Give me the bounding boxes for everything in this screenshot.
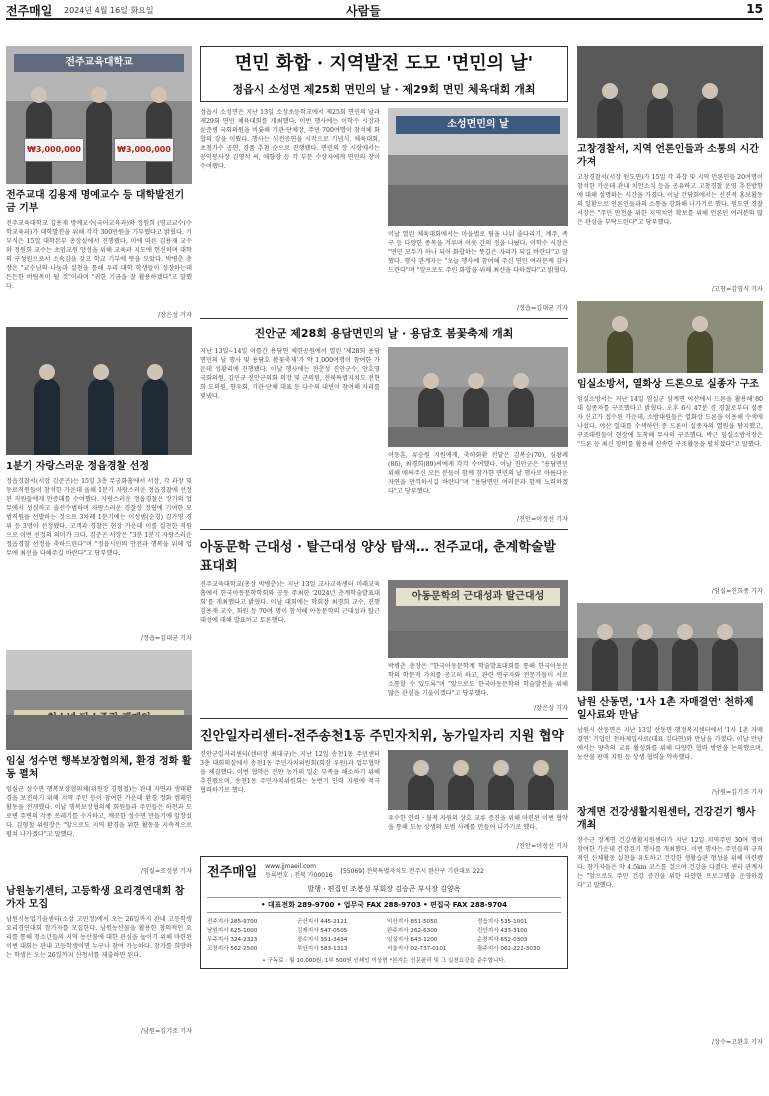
- byline: /정읍=김대균 기자: [516, 305, 568, 312]
- imprint-logo: 전주매일: [207, 865, 258, 880]
- paper-name: 전주매일: [6, 4, 53, 18]
- article-body: 정읍시 소성면은 지난 13일 소성초등학교에서 제25회 면민의 날과 제29회 면민 체육대회를 개최했다. 이번 행사에는 이학수 시장과 윤준병 국회의원을 비롯해 기관·단체장, 주민 700여명이 참석해 화합의 장을 이뤘다. 행사는 식전공연을 시작으로 기념식, 체육대회, 초청가수 공연, 경품 추첨 순으로 진행됐다. 면민의 장 시상에서는 공익봉사장 김영석 씨, 애향장 등 각 부문 수상자에게 면민의 장이 수여됐다.: [200, 109, 380, 170]
- imprint-address: [55069] 전북특별자치도 전주시 완산구 기린대로 222: [340, 868, 484, 875]
- article-body: 박병춘 총장은 "한국아동문학계 학술발표대회를 통해 한국아동문학의 학문적 가치를 공고히 하고, 관련 연구자와 전문가들이 서로 소통할 수 있도록"며 "앞으로도 한국아동문학의 학술발전을 위해 많은 관심을 기울이겠다"고 당부했다.: [388, 663, 568, 697]
- right-column: [577, 46, 763, 1046]
- photo-cleanup: [6, 650, 192, 750]
- byline: /진안=이정선 기자: [516, 516, 568, 523]
- office-entry: 순창지사 652-0303: [477, 937, 528, 943]
- article-body: 임실군 성수면 행복보장협의체(위원장 김형철)는 관내 자연과 생태환경을 보전하기 위해 지역 주민 등이 참여한 가운데 환경 정화 캠페인 활동을 전개했다. 이날 행복보장협의체 회원들과 주민들은 하천과 도로변 주변의 각종 쓰레기를 수거하고, 깨끗한 성수면 만들기에 앞장섰다. 김형철 위원장은 "앞으로도 지역 환경을 위한 활동을 지속적으로 펼쳐 나가겠다"고 말했다.: [6, 786, 192, 838]
- photo-yongdam: [388, 347, 568, 447]
- photo-seminar: [388, 580, 568, 658]
- byline: /진안=이정선 기자: [516, 843, 568, 850]
- article-body: 전주교육대학교(총장 박병춘)는 지난 13일 교사교육센터 미래교육홀에서 한국아동문학학회와 공동 주최한 '2024년 춘계학술발표대회'를 개최했다고 밝혔다. 이날 대회에는 학회장 최경희 교수, 진행 김용재 교수, 회원 등 70여 명이 참석해 아동문학의 근대성과 탈근대성에 대해 발표하고 토론했다.: [200, 581, 380, 624]
- article-headline: 진안일자리센터-전주송천1동 주민자치위, 농가일자리 지원 협약: [200, 729, 564, 744]
- photo-festival: [388, 108, 568, 226]
- photo-gochang: [577, 46, 763, 138]
- office-entry: 고창지사 562-2500: [207, 946, 258, 952]
- office-entry: 완주지사 262-6300: [387, 928, 438, 934]
- office-entry: 부안지사 583-1313: [297, 946, 348, 952]
- office-entry: 전주지사 285-9700: [207, 919, 258, 925]
- imprint-offices: [207, 917, 561, 952]
- office-entry: 김제지사 547-0505: [297, 928, 348, 934]
- byline: /임실=진희종 기자: [711, 588, 763, 595]
- imprint-reg: 등록번호 : 전북 가00016: [265, 871, 333, 879]
- office-entry: 임실지사 643-1200: [387, 937, 438, 943]
- article-headline: 고창경찰서, 지역 언론인들과 소통의 시간 가져: [577, 144, 759, 168]
- left-column: [6, 46, 192, 1035]
- imprint-people: 발행 · 편집인 조봉성 부회장 김승곤 부사장 김양옥: [307, 885, 461, 893]
- photo-rescue: [577, 301, 763, 373]
- photo-agreement: [388, 750, 568, 810]
- imprint-contacts: • 대표전화 289-9700 • 업무국 FAX 288-9703 • 편집국 FAX 288-9704: [207, 897, 561, 913]
- byline: /고창=김영식 기자: [711, 286, 763, 293]
- photo-donation: [6, 46, 192, 184]
- article-body: 지난 13일~14일 이틀간 용담면 체련공원에서 열린 '제28회 용담면민의 날 행사 및 용담호 봄꽃축제'가 약 1,000여명이 참여한 가운데 성황리에 진행됐다. 이날 행사에는 전춘성 진안군수, 안호영 국회의원, 김민규 진안군의회 의장 및 군의원, 전북특별자치도 전현희 도의원, 향우회, 기관·단체 대표 등 다수의 내빈이 참여해 자리를 빛냈다.: [200, 348, 380, 400]
- article-headline: 장계면 건강생활지원센터, 건강걷기 행사 개최: [577, 807, 756, 831]
- lead-headline: 면민 화합 · 지역발전 도모 '면민의 날': [234, 53, 534, 74]
- masthead: [6, 2, 763, 20]
- photo-banner: 아동문학의 근대성과 탈근대성: [396, 588, 560, 606]
- article-headline: 전주교대 김용재 명예교수 등 대학발전기금 기부: [6, 190, 185, 214]
- office-entry: 익산지사 851-5050: [387, 919, 438, 925]
- article-body: 이날 열린 체육대회에서는 마을별로 팀을 나눠 줄다리기, 계주, 족구 등 다양한 종목을 겨루며 이웃 간의 정을 나눴다. 이학수 시장은 "면민 모두가 하나 되어 화합하는 뜻깊은 자리가 되길 바란다"고 말했다. 행사 관계자는 "오늘 행사에 참여해 주신 면민 여러분께 감사드린다"며 "앞으로도 주민 화합을 위해 최선을 다하겠다"고 밝혔다.: [388, 231, 568, 274]
- section-title: 사람들: [346, 4, 381, 18]
- photo-police: [6, 327, 192, 455]
- article-body: 진안군일자리센터(센터장 최대규)는 지난 12일 송천1동 주민센터 3층 대회의실에서 송천1동 주민자치위원회(회장 우원)과 업무협약을 체결했다. 이번 협약은 진안 농가의 일손 부족을 해소하기 위해 추진됐으며, 송천1동 주민자치위원회는 농번기 인력 지원에 적극 협력하기로 했다.: [200, 751, 380, 794]
- lead-article: [200, 46, 568, 102]
- photo-banner: 소성면민의 날: [396, 116, 560, 134]
- middle-column: [200, 46, 568, 969]
- lead-subheadline: 정읍시 소성면 제25회 면민의 날 · 제29회 면민 체육대회 개최: [232, 83, 536, 96]
- office-entry: 남원지사 625-1000: [207, 928, 258, 934]
- office-entry: 정읍지사 535-1001: [477, 919, 528, 925]
- photo-namwon: [577, 603, 763, 691]
- article-body: 고창경찰서(서장 원도연)가 15일 각 과장 및 지역 언론인들 20여명이 참석한 가운데 관내 치안소식 등을 공유하고 고창경찰 운영 추진방향에 대해 설명하는 시간을 가졌다. 이날 간담회에서는 선진적 홍보활동의 일환으로 언론인들과의 소통을 강화해 나가기로 했다. 원도연 경찰서장은 "주민 안전을 위한 지역치안 확보를 위해 언론인 여러분의 많은 관심을 부탁드린다"고 당부했다.: [577, 174, 763, 226]
- byline: /남원=김기조 기자: [140, 1028, 192, 1035]
- article-headline: 임실 성수면 행복보장협의체, 환경 정화 활동 펼쳐: [6, 756, 192, 780]
- office-entry: 진안지사 433-3100: [477, 928, 528, 934]
- article-body: 남원시 산동면은 지난 13일 산동면 행정복지센터에서 '1사 1촌 자매결연' 기업인 천하제일사료(대표 김다현)와 만남을 가졌다. 이날 만남에서는 양측의 교류 활성화를 위해 다양한 협력 방안을 논의했으며, 농산물 판매 지원 등 상생 협력을 약속했다.: [577, 727, 763, 761]
- article-body: 우수한 인력 · 물적 자원의 상호 교류 증진을 위해 마련된 이번 협약을 통해 도농 상생의 모범 사례를 만들어 나가기로 했다.: [388, 815, 568, 831]
- byline: /장은성 기자: [158, 312, 192, 319]
- imprint-web: www.jjmaeil.com: [265, 862, 316, 870]
- office-entry: 광주지사 062-222-3030: [477, 946, 541, 952]
- article-headline: 남원농기센터, 고등학생 요리경연대회 참가자 모집: [6, 886, 185, 910]
- article-body: 정읍경찰서(서장 김준곤)는 15일 3층 무궁화홀에서 서장, 각 과장 및 동료직원들이 참석한 가운데 올해 1분기 자랑스러운 정읍경찰에 선정된 직원들에게 인증패를 수여했다. 자랑스러운 정읍경찰은 장기의 업무에서 성실하고 솔선수범하며 자랑스러운 경찰상 정립에 기여한 모범직원을 선발하는 것으로 3차례 1분기에는 이성범(순경) 김가영 경위 등 3명이 선정됐다. 고객과 경찰은 현장 가운데 이를 실천한 직원으로 이번 선정의 의미가 크다. 김준곤 서장은 "3분 1분기 자랑스러운 정읍경찰 선정을 축하드린다"며 "정읍시민의 안전과 행복을 위해 업무에 최선을 다해주길 바란다"고 당부했다.: [6, 478, 192, 557]
- article-body: 남원시농업기술센터(소장 고민정)에서 오는 26일까지 관내 고등학생 요리경연대회 참가자를 모집한다. 남원농산물을 활용한 창의적인 요리를 통해 청소년들의 지역 농산물에 대한 관심을 높이기 위해 마련된 이번 대회는 관내 고등학생이면 누구나 참여 가능하다. 참가를 희망하는 학생은 오는 26일까지 신청서를 제출하면 된다.: [6, 916, 192, 959]
- issue-date: 2024년 4월 16일 화요일: [64, 6, 154, 15]
- office-entry: 무주지사 324-2323: [207, 937, 258, 943]
- article-body: 이동훈, 류승원 지원에게, 축하화환 전달은 김복순(70), 심왕례(86), 최경희(89)씨에게 각각 수여했다. 이날 진안군은 "용담면민 위해 애써주신 모든 분들이 함께 참가한 면민의 날 행사로 아름다운 자연을 만끽하시길 바란다"며 "용담면민 여러분과 함께 노력하겠다"고 당부했다.: [388, 452, 568, 495]
- publisher-imprint: [200, 856, 568, 969]
- article-headline: 임실소방서, 열화상 드론으로 실종자 구조: [577, 379, 759, 390]
- byline: /장수=고완호 기자: [711, 1039, 763, 1046]
- donation-placard: ₩3,000,000: [114, 138, 174, 162]
- article-headline: 1분기 자랑스러운 정읍경찰 선정: [6, 461, 149, 472]
- donation-placard: ₩3,000,000: [24, 138, 84, 162]
- article-headline: 아동문학 근대성 · 탈근대성 양상 탐색… 전주교대, 춘계학술발표대회: [200, 540, 556, 574]
- article-body: 전주교육대학교 김용재 명예교수(국어교육과)와 정원희 (영교교수(수학교육과)가 대학발전을 위해 각각 300만원을 기부했다고 밝혔다. 기부식은 15일 대학본부 총장실에서 진행됐다. 이에 따른 김용재 교수와 정원희 교수는 초임교원 양성을 위해 교육과 지도에 헌신하며 대학의 구성원으로서 소속감을 갖고 학교 기부에 뜻을 모았다. 박병춘 총장은 "교수님의 나눔과 실천을 통해 우리 대학 학생들이 성장하는데 든든한 버팀목이 될 것"이라며 "귀한 기금을 잘 활용하겠다"고 말했다.: [6, 220, 192, 290]
- byline: /임실=조성봉 기자: [140, 868, 192, 875]
- article-body: 임실소방서는 지난 14일 임실군 삼계면 야산에서 드론을 활용해 80대 실종자를 구조했다고 밝혔다. 오후 6시 47분 경 경찰로부터 실종자 신고가 접수된 가운데, 소방대원들은 열화상 드론을 이용해 수색에 나섰다. 야산 일대를 수색하던 중 드론이 실종자의 열원을 탐지했고, 구조대원들이 현장에 도착해 무사히 구조했다. 박근 임실소방서장은 "드론 등 최신 장비를 활용해 신속한 구조활동을 펼치겠다"고 말했다.: [577, 396, 763, 448]
- byline: /정읍=김대균 기자: [140, 635, 192, 642]
- article-headline: 진안군 제28회 용담면민의 날 · 용담호 봄꽃축제 개최: [254, 327, 514, 340]
- photo-banner: 전주교육대학교: [14, 54, 184, 72]
- article-headline: 남원 산동면, '1사 1촌 자매결연' 천하제일사료와 만남: [577, 697, 754, 721]
- byline: /장은성 기자: [534, 705, 568, 712]
- office-entry: 군산지사 445-2121: [297, 919, 348, 925]
- imprint-footer: • 구독료 : 월 10,000원, 1부 500원 인쇄인 이상현 *본지는 신문윤리 및 그 실천요강을 준수합니다.: [262, 958, 506, 964]
- byline: /남원=김기조 기자: [711, 789, 763, 796]
- office-entry: 서울지사 02-737-0101: [387, 946, 447, 952]
- page-number: 15: [746, 2, 763, 16]
- office-entry: 장수지사 351-3434: [297, 937, 348, 943]
- article-body: 장수군 장계면 건강생활지원센터가 지난 12일 지역주민 30여 명이 참여한 가운데 건강걷기 행사를 개최했다. 이번 행사는 주민들의 규칙적인 신체활동 실천을 유도하고 건강한 생활습관 형성을 위해 마련됐다. 참가자들은 약 4.5km 코스를 걸으며 건강을 다졌다. 센터 관계자는 "앞으로도 주민 건강 증진을 위한 다양한 프로그램을 운영하겠다"고 말했다.: [577, 837, 763, 889]
